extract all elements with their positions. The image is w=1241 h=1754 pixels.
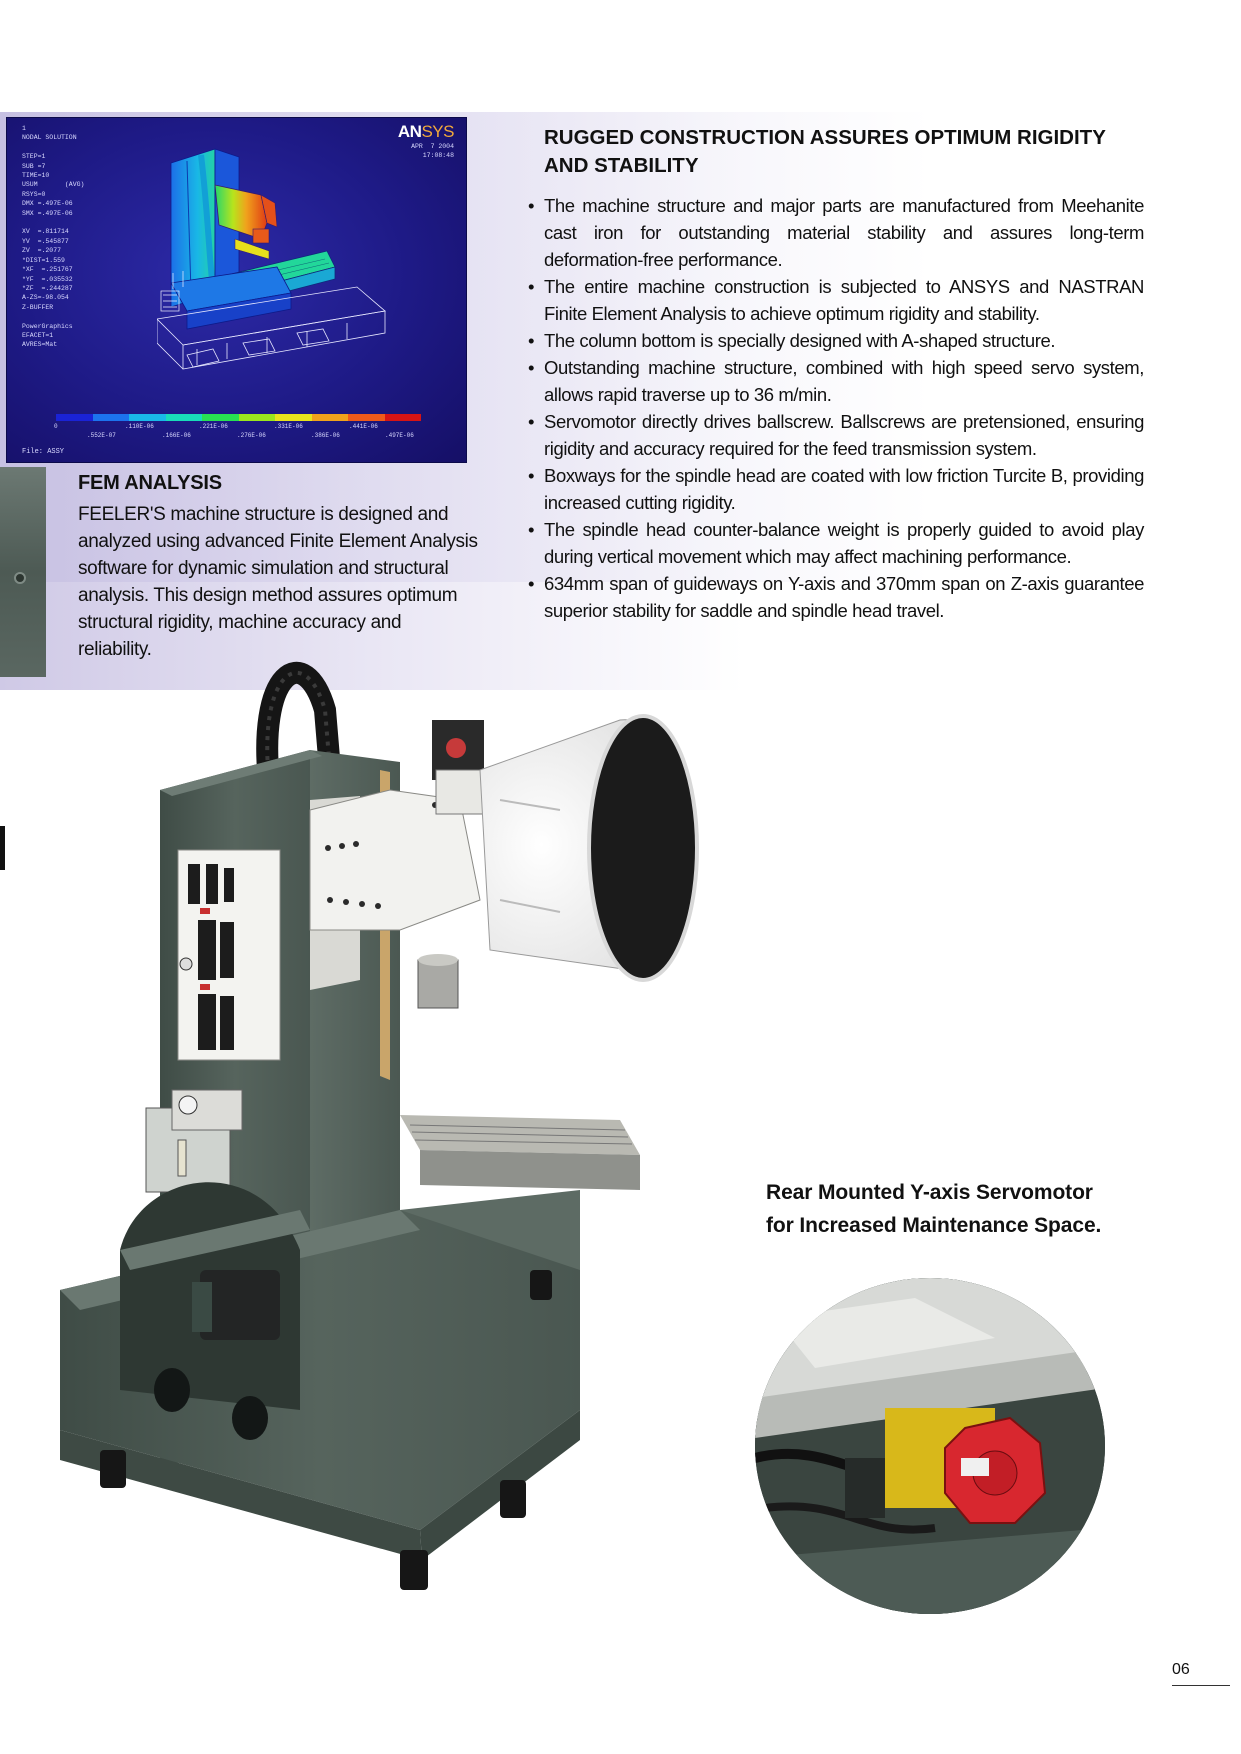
- ansys-legend-labels: [47, 423, 465, 447]
- bullet: •: [528, 330, 535, 351]
- bullet: •: [528, 519, 535, 540]
- fem-title: FEM ANALYSIS: [78, 472, 222, 494]
- feature-text: The column bottom is specially designed with A-shaped structure.: [544, 330, 1056, 351]
- machining-center-illustration: [60, 650, 800, 1750]
- ansys-logo-sys: SYS: [421, 122, 454, 141]
- page-number-rule: [1172, 1685, 1230, 1686]
- legend-swatch: [56, 414, 93, 421]
- legend-label: .386E-06: [311, 432, 340, 439]
- ansys-logo: [398, 122, 454, 142]
- feature-item: [528, 570, 1144, 624]
- legend-label: .276E-06: [237, 432, 266, 439]
- legend-swatch: [129, 414, 166, 421]
- feature-item: [528, 273, 1144, 327]
- feature-item: [528, 408, 1144, 462]
- legend-swatch: [275, 414, 312, 421]
- feature-text: Outstanding machine structure, combined with high speed servo system, allows rapid traverse up to 36 m/min.: [544, 357, 1144, 405]
- servomotor-closeup-graphic: [755, 1278, 1105, 1614]
- caption-line-2: for Increased Maintenance Space.: [766, 1214, 1102, 1237]
- bullet: •: [528, 357, 535, 378]
- ansys-logo-an: AN: [397, 122, 422, 141]
- bullet: •: [528, 195, 535, 216]
- bullet: •: [528, 573, 535, 594]
- ansys-color-legend: [56, 414, 421, 421]
- bullet: •: [528, 465, 535, 486]
- legend-swatch: [239, 414, 276, 421]
- feature-item: [528, 192, 1144, 273]
- feature-text: The entire machine construction is subjected to ANSYS and NASTRAN Finite Element Analysis to achieve optimum rigidity and stability.: [544, 276, 1144, 324]
- legend-swatch: [385, 414, 422, 421]
- ansys-fem-image: [6, 117, 467, 463]
- legend-label: .166E-06: [162, 432, 191, 439]
- feature-item: [528, 327, 1144, 354]
- legend-label: .331E-06: [274, 423, 303, 430]
- side-photo-strip: [0, 467, 46, 677]
- legend-swatch: [202, 414, 239, 421]
- bullet: •: [528, 276, 535, 297]
- rugged-section: [528, 124, 1144, 624]
- feature-text: The spindle head counter-balance weight is properly guided to avoid play during vertical movement which may affect machining performance.: [544, 519, 1144, 567]
- fem-section: [78, 472, 478, 663]
- legend-label: .552E-07: [87, 432, 116, 439]
- legend-label: .441E-06: [349, 423, 378, 430]
- legend-label: .497E-06: [385, 432, 414, 439]
- bullet: •: [528, 411, 535, 432]
- legend-swatch: [348, 414, 385, 421]
- legend-swatch: [93, 414, 130, 421]
- ansys-file-label: File: ASSY: [22, 448, 65, 456]
- rugged-title: RUGGED CONSTRUCTION ASSURES OPTIMUM RIGIDITY AND STABILITY: [544, 126, 1106, 177]
- servomotor-caption: [766, 1176, 1186, 1242]
- feature-item: [528, 354, 1144, 408]
- servomotor-closeup-image: [755, 1278, 1105, 1614]
- legend-label: 0: [54, 423, 58, 430]
- feature-item: [528, 516, 1144, 570]
- ansys-date: APR 7 2004 17:08:48: [411, 143, 454, 159]
- legend-label: .221E-06: [199, 423, 228, 430]
- ansys-info-text: 1 NODAL SOLUTION STEP=1 SUB =7 TIME=10 USUM (AVG) RSYS=0 DMX =.497E-06 SMX =.497E-06 XV =.811714 YV =.545877 ZV =.2077 *DIST=1.559 *XF =.251767 *YF =.035532 *ZF =.244287 A-ZS=-98.054 Z-BUFFER PowerGraphics EFACET=1 AVRES=Mat: [22, 125, 85, 349]
- legend-label: .110E-06: [125, 423, 154, 430]
- feature-item: [528, 462, 1144, 516]
- side-edge-mark: [0, 826, 5, 870]
- bolt-detail: [14, 572, 26, 584]
- fem-body: FEELER'S machine structure is designed and analyzed using advanced Finite Element Analysis software for dynamic simulation and structural analysis. This design method assures optimum structural rigidity, machine accuracy and reliability.: [78, 504, 478, 660]
- legend-swatch: [166, 414, 203, 421]
- page-number: 06: [1172, 1661, 1190, 1678]
- caption-line-1: Rear Mounted Y-axis Servomotor: [766, 1181, 1093, 1204]
- feature-list: [528, 192, 1144, 624]
- legend-swatch: [312, 414, 349, 421]
- feature-text: The machine structure and major parts are manufactured from Meehanite cast iron for outstanding material stability and assures long-term deformation-free performance.: [544, 195, 1144, 270]
- feature-text: 634mm span of guideways on Y-axis and 370mm span on Z-axis guarantee superior stability for saddle and spindle head travel.: [544, 573, 1144, 621]
- feature-text: Boxways for the spindle head are coated with low friction Turcite B, providing increased cutting rigidity.: [544, 465, 1144, 513]
- feature-text: Servomotor directly drives ballscrew. Ballscrews are pretensioned, ensuring rigidity and accuracy required for the feed transmission system.: [544, 411, 1144, 459]
